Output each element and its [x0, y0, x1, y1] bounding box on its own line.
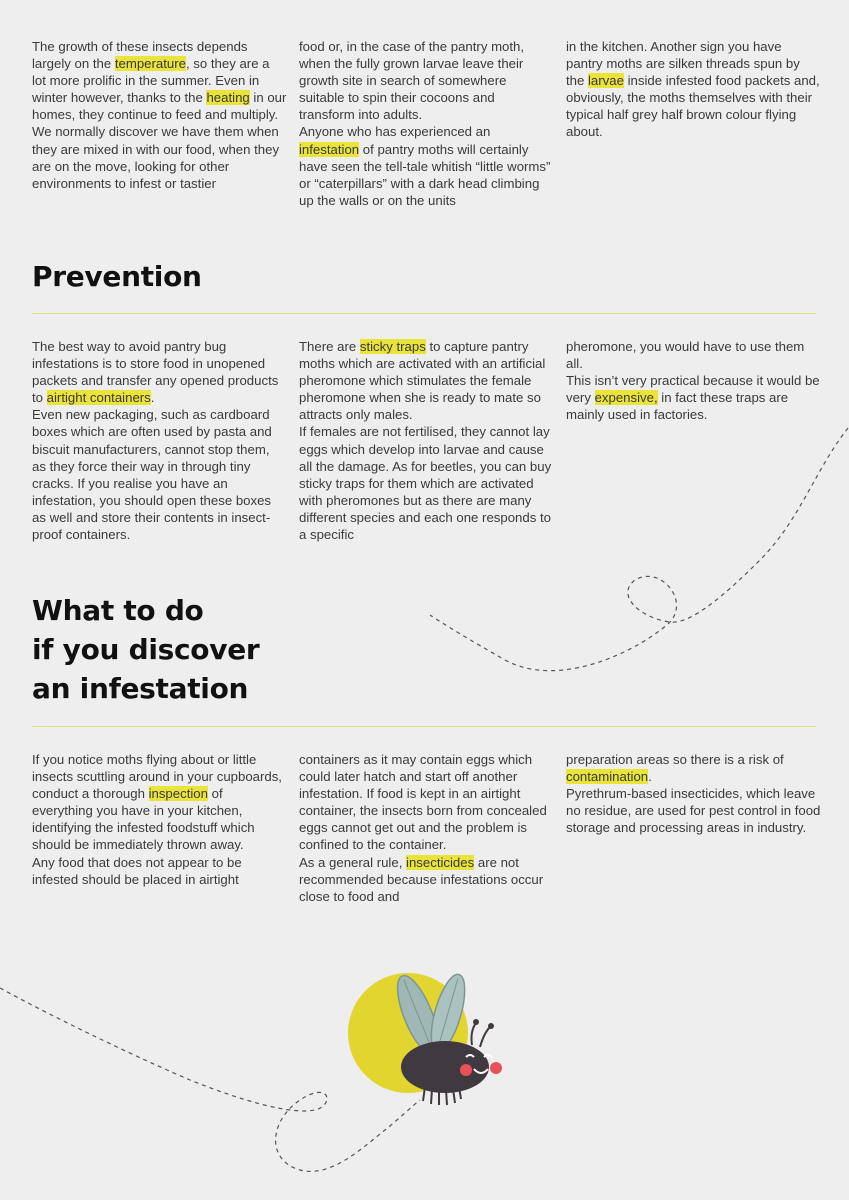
text-segment: are not recommended because infestations occur close to food and [299, 854, 544, 904]
discover-divider [32, 726, 816, 727]
highlighted-term: sticky traps [359, 339, 426, 354]
right-cheek [490, 1062, 502, 1074]
prevention-column-1 [32, 338, 287, 543]
text-segment: to capture pantry moths which are activated with an artificial pheromone which stimulates the female pheromone when she is ready to mate so attracts only males. [299, 339, 546, 423]
highlighted-term: inspection [148, 786, 208, 802]
paragraph [566, 372, 821, 423]
paragraph [32, 854, 287, 888]
text-segment: The best way to avoid pantry bug infestations is to store food in unopened packets and transfer any opened products to [32, 339, 279, 406]
text-segment: containers as it may contain eggs which could later hatch and start off another infestation. If food is kept in an airtight container, the insects born from concealed eggs cannot get out and the problem is confined to the container. [299, 752, 547, 853]
highlighted-term: infestation [299, 141, 360, 157]
paragraph [32, 751, 287, 854]
flying-bug-illustration [340, 965, 520, 1125]
paragraph [299, 423, 554, 543]
highlighted-term: contamination [566, 769, 649, 785]
text-segment: Even new packaging, such as cardboard boxes which are often used by pasta and biscuit manufacturers, cannot stop them, as they force their way in through tiny cracks. If you realise you have an infestation, you should open these boxes as well and store their contents in insect-proof containers. [32, 407, 272, 543]
text-segment: food or, in the case of the pantry moth, when the fully grown larvae leave their growth site in search of somewhere suitable to spin their cocoons and transform into adults. [299, 39, 525, 123]
paragraph [32, 123, 287, 191]
discover-heading-line-3: an infestation [32, 672, 249, 705]
highlighted-term: larvae [588, 73, 624, 89]
prevention-divider [32, 313, 816, 314]
discover-heading [32, 591, 259, 708]
text-segment: If you notice moths flying about or little insects scuttling around in your cupboards, conduct a thorough [32, 752, 282, 802]
text-segment: in our homes, they continue to feed and multiply. [32, 90, 287, 123]
intro-column-2 [299, 38, 554, 209]
text-segment: We normally discover we have them when they are mixed in with our food, when they are on the move, looking for other environments to infest or tastier [32, 124, 280, 191]
highlighted-term: temperature [114, 56, 186, 72]
paragraph [566, 38, 821, 141]
prevention-heading: Prevention [32, 260, 202, 293]
prevention-column-3 [566, 338, 821, 423]
text-segment: The growth of these insects depends largely on the [32, 39, 248, 72]
intro-column-3 [566, 38, 821, 141]
paragraph [299, 854, 554, 905]
text-segment: If females are not fertilised, they cannot lay eggs which develop into larvae and cause all the damage. As for beetles, you can buy sticky traps for them which are activated with pheromones but as there are many different species and each one responds to a specific [299, 424, 552, 543]
text-segment: , so they are a lot more prolific in the summer. Even in winter however, thanks to the [32, 56, 270, 106]
discover-heading-line-2: if you discover [32, 633, 260, 666]
paragraph [299, 338, 554, 423]
text-segment: This isn’t very practical because it would be very [566, 373, 820, 406]
prevention-column-2 [299, 338, 554, 543]
intro-column-1 [32, 38, 287, 192]
paragraph [299, 123, 554, 208]
paragraph [566, 338, 821, 372]
text-segment: pheromone, you would have to use them all. [566, 339, 805, 372]
discover-column-1 [32, 751, 287, 888]
paragraph [32, 38, 287, 123]
discover-column-2 [299, 751, 554, 905]
text-segment: . [150, 390, 155, 406]
paragraph [566, 785, 821, 836]
paragraph [299, 751, 554, 854]
text-segment: As a general rule, [299, 854, 407, 870]
highlighted-term: insecticides [406, 854, 475, 870]
text-segment: . [648, 769, 652, 785]
bug-body [401, 1041, 489, 1093]
highlighted-term: heating [206, 90, 250, 106]
text-segment: preparation areas so there is a risk of [566, 752, 784, 767]
text-segment: inside infested food packets and, obviously, the moths themselves with their typical half grey half brown colour flying about. [566, 73, 820, 140]
text-segment: Any food that does not appear to be infested should be placed in airtight [32, 854, 242, 887]
highlighted-term: expensive, [594, 390, 658, 406]
discover-column-3 [566, 751, 821, 836]
right-eye [484, 1055, 492, 1057]
paragraph [299, 38, 554, 123]
text-segment: of pantry moths will certainly have seen the tell-tale whitish “little worms” or “caterpillars” with a dark head climbing up the walls or on the units [299, 141, 551, 208]
text-segment: in fact these traps are mainly used in factories. [566, 390, 789, 423]
left-cheek [460, 1064, 472, 1076]
text-segment: Anyone who has experienced an [299, 124, 491, 140]
paragraph [32, 338, 287, 406]
paragraph [566, 751, 821, 785]
text-segment: There are [299, 339, 360, 354]
text-segment: Pyrethrum-based insecticides, which leave no residue, are used for pest control in food storage and processing areas in industry. [566, 786, 821, 836]
highlighted-term: airtight containers [46, 390, 151, 406]
text-segment: in the kitchen. Another sign you have pantry moths are silken threads spun by the [566, 39, 800, 89]
paragraph [32, 406, 287, 543]
discover-heading-line-1: What to do [32, 594, 204, 627]
text-segment: of everything you have in your kitchen, identifying the infested foodstuff which should be immediately thrown away. [32, 786, 255, 853]
